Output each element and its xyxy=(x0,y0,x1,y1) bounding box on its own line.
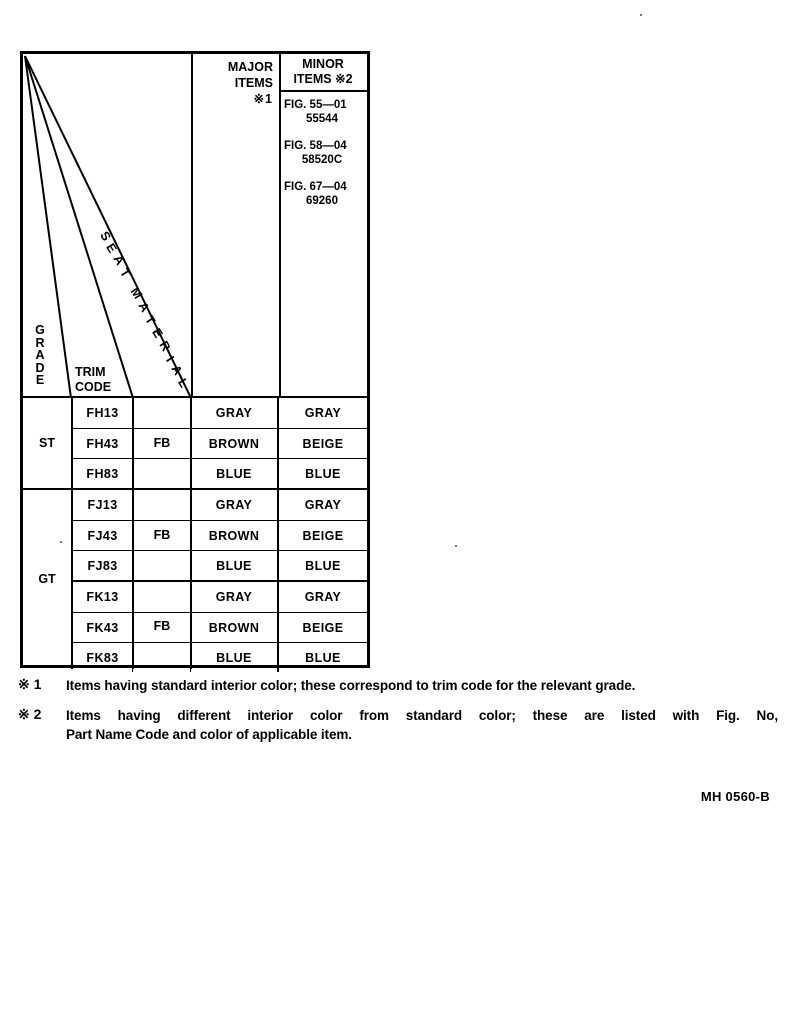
material-row-list xyxy=(73,490,367,580)
footnote-text xyxy=(66,676,778,695)
seat-material-letter: E xyxy=(149,325,166,341)
minor-item-cell: BLUE xyxy=(305,466,341,481)
footnote-line: Part Name Code and color of applicable item. xyxy=(66,727,352,742)
major-items-line1: MAJOR xyxy=(227,60,273,74)
figure-reference xyxy=(283,180,367,208)
seat-material-letter: S xyxy=(97,228,114,244)
material-block xyxy=(73,398,367,488)
scan-speckle xyxy=(60,541,62,543)
footnote xyxy=(18,676,778,695)
figure-number: FIG. 58—04 xyxy=(284,140,347,152)
seat-material-letter: T xyxy=(117,266,133,281)
grade-label-letter: D xyxy=(35,360,45,375)
seat-material-letter: L xyxy=(175,376,191,391)
seat-material-cell: FB xyxy=(153,528,171,542)
trim-code-cell: FJ13 xyxy=(73,490,133,520)
seat-material-letter: A xyxy=(135,299,153,315)
table-row xyxy=(73,490,367,520)
material-row-list xyxy=(73,582,367,672)
material-spacer xyxy=(133,490,191,520)
seat-material-letter: R xyxy=(156,338,174,354)
trim-code-cell: FJ83 xyxy=(73,551,133,580)
figure-reference xyxy=(283,139,367,167)
minor-item-cell: BLUE xyxy=(305,558,341,573)
grade-axis-label xyxy=(32,324,48,387)
trim-code-axis-label xyxy=(75,365,111,395)
trim-code-cell: FK83 xyxy=(73,643,133,672)
trim-code-cell: FK13 xyxy=(73,582,133,612)
material-spacer xyxy=(133,398,191,428)
trim-code-cell: FJ43 xyxy=(73,521,133,550)
seat-material-letter: I xyxy=(163,353,177,365)
major-item-cell: BROWN xyxy=(191,521,279,550)
major-item-cell: BLUE xyxy=(191,459,279,488)
scan-speckle xyxy=(455,545,457,547)
seat-material-letter: E xyxy=(103,240,120,256)
grade-group-rows xyxy=(71,398,367,488)
table-row xyxy=(73,428,367,458)
major-item-cell: BROWN xyxy=(191,429,279,458)
diagonal-split-lines xyxy=(23,54,193,398)
major-item-cell: BROWN xyxy=(191,613,279,642)
minor-item-cell: BEIGE xyxy=(302,528,344,543)
figure-reference xyxy=(283,98,367,126)
minor-items-line2: ITEMS ※2 xyxy=(293,72,353,86)
column-divider-minor xyxy=(279,54,281,396)
table-row xyxy=(73,458,367,488)
footnote-line: Items having different interior color from standard color; these are listed with Fig. No, xyxy=(66,708,778,723)
footnote-mark: ※ 2 xyxy=(18,706,42,722)
material-block xyxy=(73,580,367,669)
major-item-cell: BLUE xyxy=(191,643,279,672)
grade-cell: GT xyxy=(38,571,56,586)
trim-code-cell: FH13 xyxy=(73,398,133,428)
seat-material-letter: M xyxy=(127,284,146,302)
material-spacer xyxy=(133,551,191,580)
minor-item-cell: BEIGE xyxy=(302,620,344,635)
table-body xyxy=(23,398,367,665)
table-header-band xyxy=(23,54,367,396)
part-name-code: 69260 xyxy=(306,195,338,207)
table-row xyxy=(73,550,367,580)
material-spacer xyxy=(133,582,191,612)
minor-item-cell: GRAY xyxy=(304,498,342,512)
material-row-list xyxy=(73,398,367,488)
grade-label-letter: A xyxy=(35,348,45,362)
minor-items-header-underline xyxy=(281,90,367,92)
document-code: MH 0560-B xyxy=(700,789,770,804)
footnote-line: Items having standard interior color; these correspond to trim code for the relevant grade. xyxy=(66,678,636,693)
major-items-header xyxy=(193,59,277,107)
major-item-cell: GRAY xyxy=(191,398,279,428)
trim-code-label-line: TRIM xyxy=(75,365,106,379)
table-row xyxy=(73,642,367,672)
footnote-text xyxy=(66,706,778,744)
material-spacer xyxy=(133,613,191,642)
table-row xyxy=(73,398,367,428)
footnote-mark: ※ 1 xyxy=(18,676,42,692)
grade-group xyxy=(23,488,367,667)
minor-item-cell: BLUE xyxy=(305,650,341,665)
material-spacer xyxy=(133,429,191,458)
seat-material-letter: T xyxy=(142,313,158,328)
major-item-cell: GRAY xyxy=(191,490,279,520)
material-spacer xyxy=(133,643,191,672)
seat-material-letter: A xyxy=(110,252,128,268)
minor-items-header xyxy=(281,57,365,87)
grade-group-rows xyxy=(71,490,367,669)
grade-label-letter: G xyxy=(35,323,45,337)
major-items-line2: ITEMS xyxy=(234,76,273,90)
seat-material-cell: FB xyxy=(153,436,171,450)
footnotes xyxy=(18,676,778,755)
material-spacer xyxy=(133,459,191,488)
part-name-code: 58520C xyxy=(301,154,343,166)
grade-label-letter: R xyxy=(35,335,45,350)
grade-label-letter: E xyxy=(35,373,45,387)
minor-item-cell: GRAY xyxy=(304,406,342,420)
minor-items-figure-list xyxy=(283,98,367,221)
footnote xyxy=(18,706,778,744)
seat-material-letter: A xyxy=(168,362,186,378)
trim-code-cell: FH83 xyxy=(73,459,133,488)
grade-cell: ST xyxy=(39,436,55,450)
figure-number: FIG. 55—01 xyxy=(284,99,347,111)
grade-group xyxy=(23,398,367,488)
trim-code-cell: FH43 xyxy=(73,429,133,458)
trim-code-label-line: CODE xyxy=(75,380,112,394)
material-spacer xyxy=(133,521,191,550)
trim-matrix-table xyxy=(20,51,370,668)
table-row xyxy=(73,520,367,550)
major-items-footnote-mark: ※1 xyxy=(253,92,273,106)
table-row xyxy=(73,612,367,642)
minor-item-cell: BEIGE xyxy=(302,436,344,451)
trim-code-cell: FK43 xyxy=(73,613,133,642)
part-name-code: 55544 xyxy=(306,113,338,125)
major-item-cell: GRAY xyxy=(191,582,279,612)
material-block xyxy=(73,490,367,580)
table-row xyxy=(73,582,367,612)
seat-material-cell: FB xyxy=(153,618,171,633)
minor-items-line1: MINOR xyxy=(302,57,344,71)
figure-number: FIG. 67—04 xyxy=(284,181,347,193)
scan-speckle xyxy=(640,14,642,16)
major-item-cell: BLUE xyxy=(191,551,279,580)
minor-item-cell: GRAY xyxy=(304,590,342,604)
